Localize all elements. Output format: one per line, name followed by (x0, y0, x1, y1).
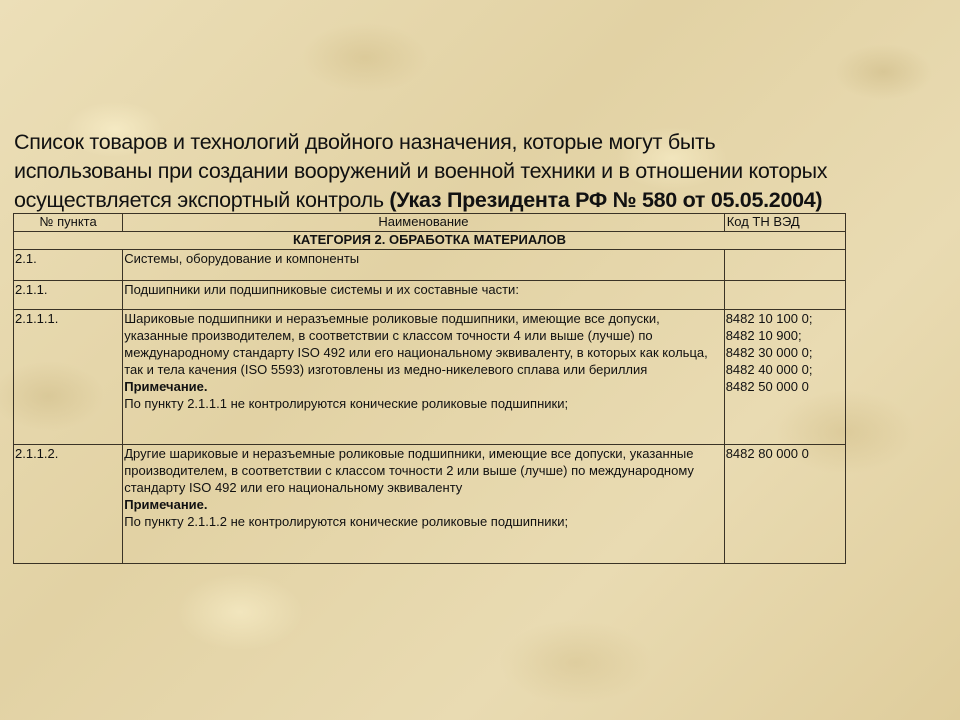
header-name: Наименование (123, 214, 724, 232)
heading-line-2: использованы при создании вооружений и военной техники и в отношении которых (14, 159, 828, 183)
row-name (123, 310, 724, 445)
table-row (14, 250, 846, 281)
heading-line-1: Список товаров и технологий двойного назначения, которые могут быть (14, 130, 716, 154)
page-heading (14, 128, 949, 215)
code-line: 8482 10 900; (725, 328, 802, 343)
table-row (14, 445, 846, 564)
table-row (14, 310, 846, 445)
code-line: 8482 10 100 0; (725, 311, 813, 326)
row-name (123, 445, 724, 564)
note-text: По пункту 2.1.1.1 не контролируются конические роликовые подшипники; (124, 396, 569, 411)
code-line: 8482 50 000 0 (725, 379, 809, 394)
decree-reference: (Указ Президента РФ № 580 от 05.05.2004) (389, 188, 823, 212)
row-number: 2.1. (14, 250, 123, 281)
code-line: 8482 30 000 0; (725, 345, 813, 360)
code-line: 8482 80 000 0 (725, 446, 809, 461)
table-row (14, 281, 846, 310)
row-name: Подшипники или подшипниковые системы и их составные части: (123, 281, 724, 310)
note-text: По пункту 2.1.1.2 не контролируются конические роликовые подшипники; (124, 514, 569, 529)
row-number: 2.1.1.2. (14, 445, 123, 564)
heading-line-3: осуществляется экспортный контроль (14, 188, 390, 212)
note-title: Примечание. (124, 497, 208, 512)
code-line: 8482 40 000 0; (725, 362, 813, 377)
category-title: КАТЕГОРИЯ 2. ОБРАБОТКА МАТЕРИАЛОВ (14, 232, 846, 250)
header-number: № пункта (14, 214, 123, 232)
row-number: 2.1.1.1. (14, 310, 123, 445)
row-code (724, 310, 845, 445)
row-name: Системы, оборудование и компоненты (123, 250, 724, 281)
dual-use-goods-table (13, 213, 846, 564)
row-name-text: Другие шариковые и неразъемные роликовые подшипники, имеющие все допуски, указанные производителем, в соответствии с классом точности 2 или выше (лучше) по международному стандарту ISO 492 или его национальному эквиваленту (124, 446, 694, 495)
category-row (14, 232, 846, 250)
row-code (724, 281, 845, 310)
row-code (724, 445, 845, 564)
header-code: Код ТН ВЭД (724, 214, 845, 232)
row-code (724, 250, 845, 281)
note-title: Примечание. (124, 379, 208, 394)
table-header-row (14, 214, 846, 232)
row-name-text: Шариковые подшипники и неразъемные роликовые подшипники, имеющие все допуски, указанные производителем, в соответствии с классом точности 4 или выше (лучше) по международному стандарту ISO 492 или его национальному эквиваленту, в которых как кольца, так и тела качения (ISO 5593) изготовлены из медно-никелевого сплава или бериллия (124, 311, 708, 377)
row-number: 2.1.1. (14, 281, 123, 310)
